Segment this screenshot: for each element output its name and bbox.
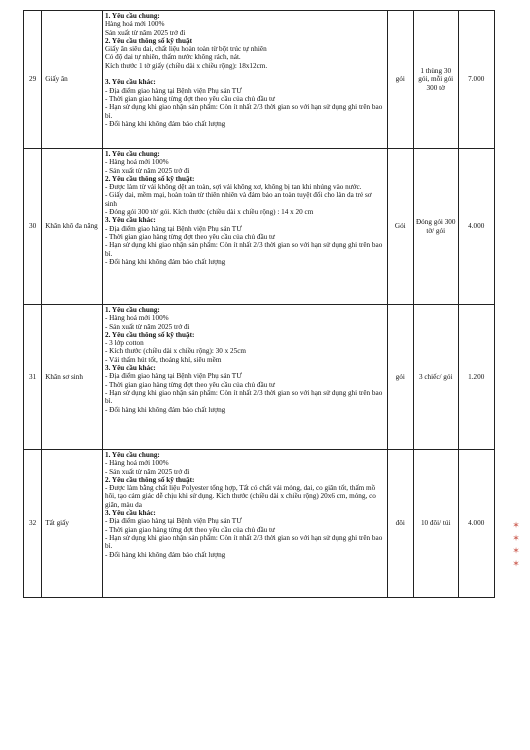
packaging: Đóng gói 300 tờ/ gói bbox=[413, 149, 458, 305]
spec-line: - Được làm bằng chất liệu Polyester tổng hợp, Tất có chất vải mỏng, dai, co giãn tốt, thấm mồ hôi, tạo cảm giác dễ chịu khi sử dụng. Kích thước (chiều dài x chiều rộng) 20x6 cm, mỏng, co giãn, màu da bbox=[104, 484, 376, 509]
spec-line: - Thời gian giao hàng từng đợt theo yêu cầu của chủ đầu tư bbox=[104, 380, 275, 389]
spec-heading: 1. Yêu cầu chung: bbox=[104, 12, 160, 20]
margin-stamp: ✶ ✶ ✶ ✶ bbox=[511, 520, 521, 570]
product-name: Giấy ăn bbox=[42, 11, 103, 149]
quantity: 4.000 bbox=[458, 450, 495, 598]
spec-line: - Địa điểm giao hàng tại Bệnh viện Phụ sản TƯ bbox=[104, 86, 242, 95]
spec-line: - Kích thước (chiều dài x chiều rộng): 30 x 25cm bbox=[104, 347, 247, 356]
spec-line: Giấy ăn siêu dai, chất liệu hoàn toàn từ bột trúc tự nhiên bbox=[104, 45, 267, 54]
spec-line: - Đổi hàng khi không đảm bảo chất lượng bbox=[104, 550, 226, 559]
spec-line: - Địa điểm giao hàng tại Bệnh viện Phụ sản TƯ bbox=[104, 517, 242, 526]
row-number: 32 bbox=[24, 450, 42, 598]
spec-line: - Thời gian giao hàng từng đợt theo yêu cầu của chủ đầu tư bbox=[104, 525, 275, 534]
spec-line: - Sản xuất từ năm 2025 trở đi bbox=[104, 467, 190, 476]
row-number: 30 bbox=[24, 149, 42, 305]
spec-line: - Hạn sử dụng khi giao nhận sản phẩm: Còn ít nhất 2/3 thời gian so với hạn sử dụng ghi trên bao bì. bbox=[104, 388, 383, 406]
spec-line: - Địa điểm giao hàng tại Bệnh viện Phụ sản TƯ bbox=[104, 372, 242, 381]
spec-line: - Đóng gói 300 tờ/ gói. Kích thước (chiều dài x chiều rộng) : 14 x 20 cm bbox=[104, 208, 314, 217]
spec-heading: 2. Yêu cầu thông số kỹ thuật: bbox=[104, 174, 195, 183]
spec-cell bbox=[102, 450, 387, 598]
spec-line: Hàng hoá mới 100% bbox=[104, 20, 165, 29]
spec-cell bbox=[102, 305, 387, 450]
product-name: Tất giấy bbox=[42, 450, 103, 598]
spec-line: - Đổi hàng khi không đảm bảo chất lượng bbox=[104, 257, 226, 266]
spec-line: - Sản xuất từ năm 2025 trở đi bbox=[104, 322, 190, 331]
spec-line: - Địa điểm giao hàng tại Bệnh viện Phụ sản TƯ bbox=[104, 224, 242, 233]
unit: gói bbox=[387, 305, 413, 450]
unit: đôi bbox=[387, 450, 413, 598]
spec-line: - Hàng hoá mới 100% bbox=[104, 314, 169, 323]
table-row bbox=[24, 305, 495, 450]
spec-line: - Giấy dai, mềm mại, hoàn toàn từ thiên nhiên và đảm bảo an toàn tuyệt đối cho làn da trẻ sơ sinh bbox=[104, 191, 372, 208]
quantity: 7.000 bbox=[458, 11, 495, 149]
spec-cell bbox=[102, 149, 387, 305]
quantity: 1.200 bbox=[458, 305, 495, 450]
spec-line: Sản xuất từ năm 2025 trở đi bbox=[104, 28, 186, 37]
spec-heading: 3. Yêu cầu khác: bbox=[104, 78, 156, 87]
spec-line: - Thời gian giao hàng từng đợt theo yêu cầu của chủ đầu tư bbox=[104, 232, 275, 241]
product-name: Khăn khô đa năng bbox=[42, 149, 103, 305]
table-row bbox=[24, 11, 495, 149]
spec-line: - Đổi hàng khi không đảm bảo chất lượng bbox=[104, 405, 226, 414]
spec-line: - Hạn sử dụng khi giao nhận sản phẩm: Còn ít nhất 2/3 thời gian so với hạn sử dụng ghi trên bao bì. bbox=[104, 103, 383, 120]
spec-line: - Vải thấm hút tốt, thoáng khí, siêu mềm bbox=[104, 355, 222, 364]
spec-heading: 2. Yêu cầu thông số kỹ thuật bbox=[104, 36, 192, 45]
packaging: 1 thùng 30 gói, mỗi gói 300 tờ bbox=[413, 11, 458, 149]
spec-heading: 1. Yêu cầu chung: bbox=[104, 451, 160, 459]
spec-heading: 3. Yêu cầu khác: bbox=[104, 216, 156, 225]
product-spec-table bbox=[23, 10, 495, 598]
row-number: 31 bbox=[24, 305, 42, 450]
table-row bbox=[24, 149, 495, 305]
spec-line: Có độ dai tự nhiên, thấm nước không rách, nát. bbox=[104, 53, 241, 62]
packaging: 10 đôi/ túi bbox=[413, 450, 458, 598]
product-name: Khăn sơ sinh bbox=[42, 305, 103, 450]
spec-heading: 1. Yêu cầu chung: bbox=[104, 150, 160, 158]
spec-heading: 3. Yêu cầu khác: bbox=[104, 509, 156, 518]
table-row bbox=[24, 450, 495, 598]
spec-line: - Đổi hàng khi không đảm bảo chất lượng bbox=[104, 119, 226, 128]
spec-line: - Hàng hoá mới 100% bbox=[104, 459, 169, 468]
spec-line: - Hàng hoá mới 100% bbox=[104, 158, 169, 167]
unit: gói bbox=[387, 11, 413, 149]
spec-cell bbox=[102, 11, 387, 149]
spec-heading: 3. Yêu cầu khác: bbox=[104, 364, 156, 373]
spec-heading: 2. Yêu cầu thông số kỹ thuật: bbox=[104, 330, 195, 339]
spec-line: - Thời gian giao hàng từng đợt theo yêu cầu của chủ đầu tư bbox=[104, 94, 275, 103]
unit: Gói bbox=[387, 149, 413, 305]
product-spec-body bbox=[24, 11, 495, 598]
packaging: 3 chiếc/ gói bbox=[413, 305, 458, 450]
row-number: 29 bbox=[24, 11, 42, 149]
quantity: 4.000 bbox=[458, 149, 495, 305]
spec-line: - 3 lớp cotton bbox=[104, 339, 144, 348]
spec-line: - Hạn sử dụng khi giao nhận sản phẩm: Còn ít nhất 2/3 thời gian so với hạn sử dụng ghi trên bao bì. bbox=[104, 533, 383, 551]
spec-heading: 2. Yêu cầu thông số kỹ thuật: bbox=[104, 475, 195, 484]
spec-line: - Sản xuất từ năm 2025 trở đi bbox=[104, 166, 190, 175]
spec-line: - Hạn sử dụng khi giao nhận sản phẩm: Còn ít nhất 2/3 thời gian so với hạn sử dụng ghi trên bao bì. bbox=[104, 241, 383, 258]
spec-line bbox=[105, 70, 385, 78]
spec-heading: 1. Yêu cầu chung: bbox=[104, 306, 160, 314]
spec-line: Kích thước 1 tờ giấy (chiều dài x chiều rộng): 18x12cm. bbox=[104, 61, 268, 70]
spec-line: - Được làm từ vải không dệt an toàn, sợi vải không xơ, không bị tan khi nhúng vào nước. bbox=[104, 183, 362, 192]
